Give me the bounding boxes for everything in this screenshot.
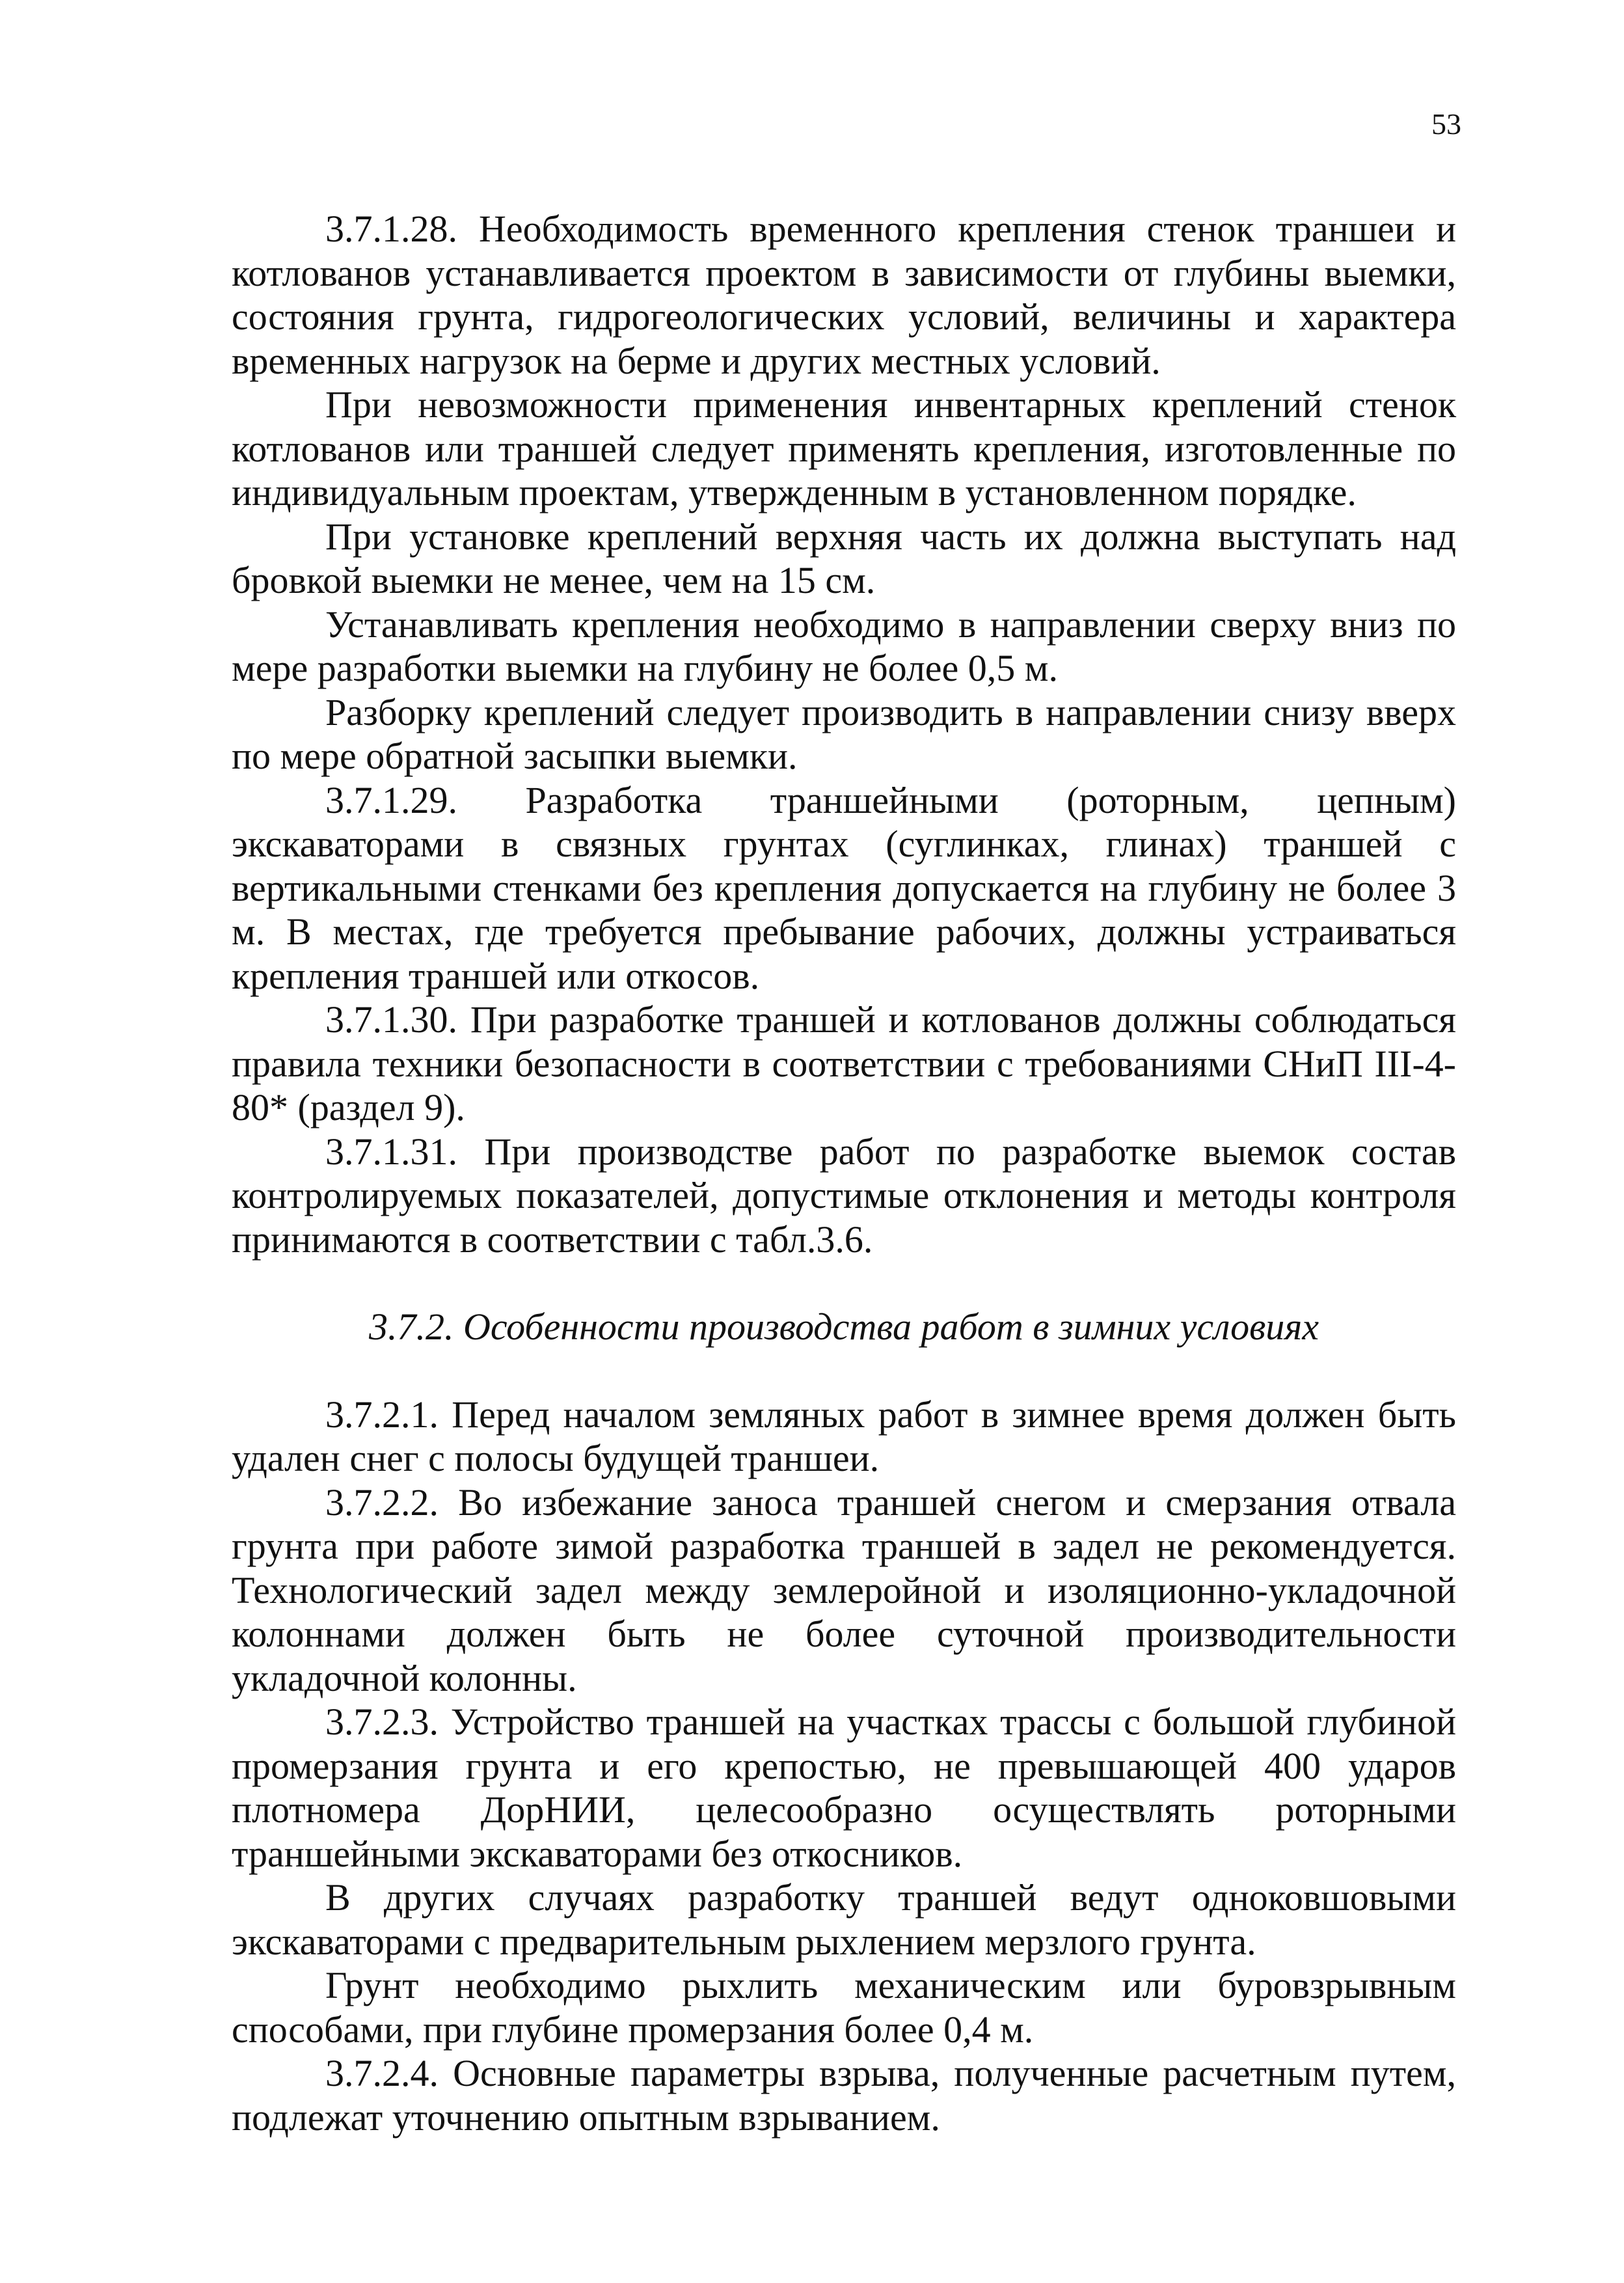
- paragraph-3-7-1-29: 3.7.1.29. Разработка траншейными (роторным, цепным) экскаваторами в связных грунтах (суглинках, глинах) траншей с вертикальными стенками без крепления допускается на глубину не более 3 м. В местах, где требуется пребывание рабочих, должны устраиваться крепления траншей или откосов.: [232, 778, 1456, 997]
- paragraph-3-7-2-3: 3.7.2.3. Устройство траншей на участках трассы с большой глубиной промерзания грунта и его крепостью, не превышающей 400 ударов плотномера ДорНИИ, целесообразно осуществлять роторными траншейными экскаваторами без откосников.: [232, 1701, 1456, 1875]
- page-number: 53: [1431, 107, 1461, 141]
- paragraph-custom-fastenings: При невозможности применения инвентарных креплений стенок котлованов или траншей следует применять крепления, изготовленные по индивидуальным проектам, утвержденным в установленном порядке.: [232, 383, 1456, 513]
- document-body: [232, 207, 1456, 2139]
- paragraph-3-7-1-30: 3.7.1.30. При разработке траншей и котлованов должны соблюдаться правила техники безопасности в соответствии с требованиями СНиП III-4-80* (раздел 9).: [232, 998, 1456, 1128]
- paragraph-loosening: Грунт необходимо рыхлить механическим или буровзрывным способами, при глубине промерзания более 0,4 м.: [232, 1964, 1456, 2051]
- paragraph-3-7-2-2: 3.7.2.2. Во избежание заноса траншей снегом и смерзания отвала грунта при работе зимой разработка траншей в задел не рекомендуется. Технологический задел между землеройной и изоляционно-укладочной колоннами должен быть не более суточной производительности укладочной колонны.: [232, 1481, 1456, 1699]
- paragraph-3-7-1-31: 3.7.1.31. При производстве работ по разработке выемок состав контролируемых показателей, допустимые отклонения и методы контроля принимаются в соответствии с табл.3.6.: [232, 1130, 1456, 1261]
- paragraph-fastening-height: При установке креплений верхняя часть их должна выступать над бровкой выемки не менее, чем на 15 см.: [232, 515, 1456, 601]
- paragraph-3-7-1-28: 3.7.1.28. Необходимость временного крепления стенок траншеи и котлованов устанавливается проектом в зависимости от глубины выемки, состояния грунта, гидрогеологических условий, величины и характера временных нагрузок на берме и других местных условий.: [232, 208, 1456, 382]
- paragraph-fastening-removal: Разборку креплений следует производить в направлении снизу вверх по мере обратной засыпки выемки.: [232, 690, 1456, 777]
- paragraph-other-cases: В других случаях разработку траншей ведут одноковшовыми экскаваторами с предварительным рыхлением мерзлого грунта.: [232, 1876, 1456, 1963]
- paragraph-3-7-2-1: 3.7.2.1. Перед началом земляных работ в зимнее время должен быть удален снег с полосы будущей траншеи.: [232, 1393, 1456, 1479]
- paragraph-fastening-install: Устанавливать крепления необходимо в направлении сверху вниз по мере разработки выемки на глубину не более 0,5 м.: [232, 603, 1456, 689]
- paragraph-3-7-2-4: 3.7.2.4. Основные параметры взрыва, полученные расчетным путем, подлежат уточнению опытным взрыванием.: [232, 2052, 1456, 2139]
- section-heading: 3.7.2. Особенности производства работ в зимних условиях: [368, 1306, 1320, 1348]
